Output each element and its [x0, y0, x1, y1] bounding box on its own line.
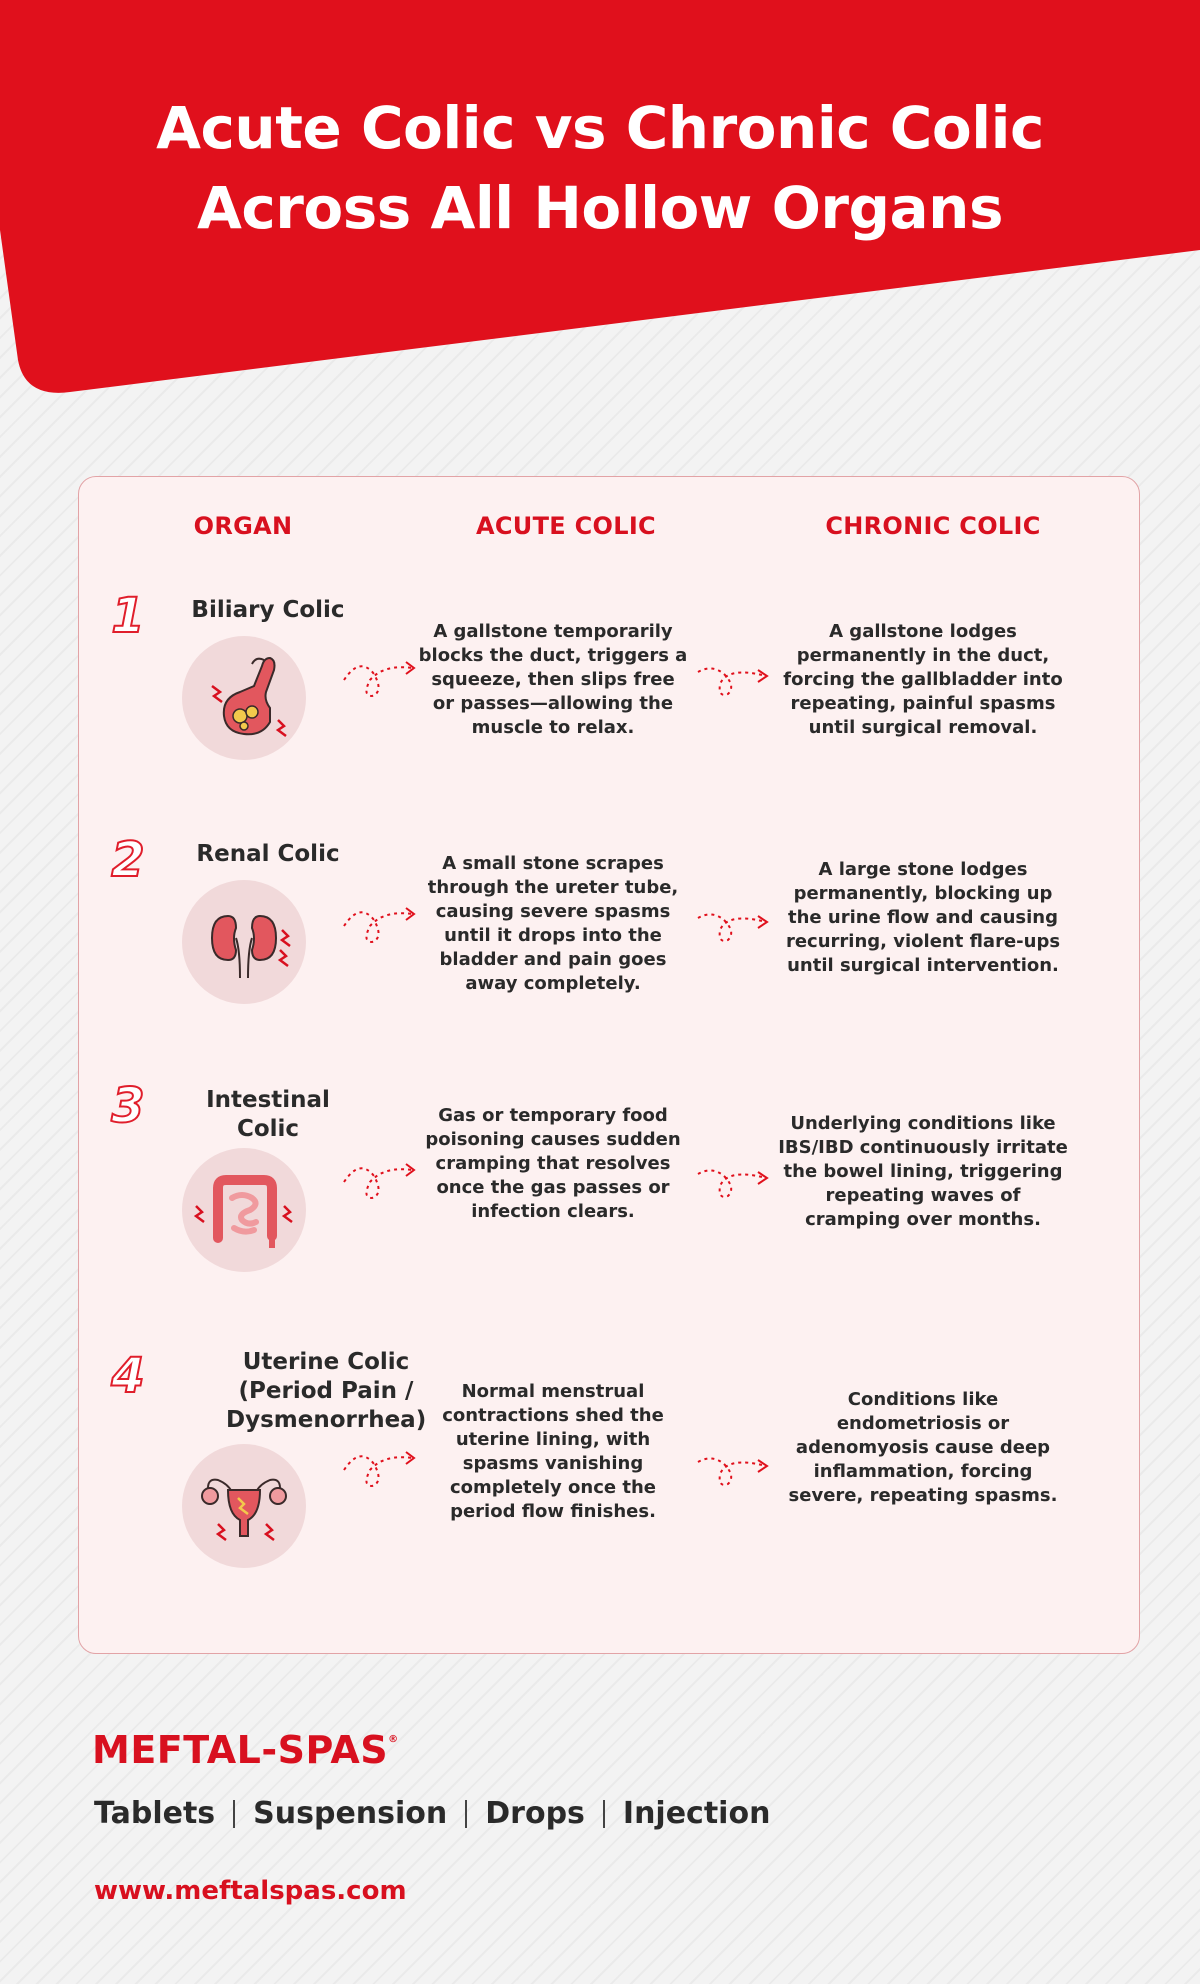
column-header-acute: ACUTE COLIC — [476, 512, 656, 540]
chronic-description: Underlying conditions like IBS/IBD continuously irritate the bowel lining, triggering repeating waves of cramping over months. — [778, 1113, 1068, 1230]
acute-description: A small stone scrapes through the ureter tube, causing severe spasms until it drops into the bladder and pain goes away completely. — [427, 853, 679, 994]
intestines-icon — [182, 1148, 306, 1272]
organ-name: Uterine Colic (Period Pain / Dysmenorrhea) — [226, 1349, 427, 1433]
row-intestinal — [78, 1074, 1140, 1284]
gallbladder-icon — [182, 636, 306, 760]
chronic-description: Conditions like endometriosis or adenomyosis cause deep inflammation, forcing severe, repeating spasms. — [788, 1389, 1058, 1506]
column-header-chronic: CHRONIC COLIC — [825, 512, 1041, 540]
brand-logo — [92, 1728, 399, 1772]
title-line-2: Across All Hollow Organs — [197, 174, 1003, 242]
organ-name: Intestinal Colic — [206, 1087, 330, 1142]
website-link[interactable]: www.meftalspas.com — [94, 1876, 407, 1906]
acute-description: A gallstone temporarily blocks the duct, triggers a squeeze, then slips free or passes—allowing the muscle to relax. — [418, 621, 688, 738]
form-drops: Drops — [485, 1796, 585, 1831]
column-header-organ: ORGAN — [193, 512, 293, 540]
divider — [465, 1800, 467, 1828]
organ-name: Biliary Colic — [191, 597, 345, 623]
arrow-to-chronic-icon — [694, 898, 774, 948]
row-number: 3 — [111, 1078, 145, 1134]
acute-description: Gas or temporary food poisoning causes sudden cramping that resolves once the gas passes or infection clears. — [425, 1105, 681, 1222]
arrow-to-chronic-icon — [694, 1154, 774, 1204]
arrow-to-chronic-icon — [694, 1442, 774, 1492]
product-forms — [94, 1796, 770, 1831]
title-line-1: Acute Colic vs Chronic Colic — [156, 94, 1044, 162]
arrow-to-acute-icon — [340, 1154, 420, 1204]
uterus-icon — [182, 1444, 306, 1568]
registered-mark: ® — [388, 1734, 399, 1745]
arrow-to-acute-icon — [340, 652, 420, 702]
divider — [233, 1800, 235, 1828]
organ-name: Renal Colic — [196, 841, 340, 867]
form-injection: Injection — [622, 1796, 771, 1831]
row-renal — [78, 828, 1140, 1008]
form-tablets: Tablets — [94, 1796, 216, 1831]
kidneys-icon — [182, 880, 306, 1004]
row-number: 2 — [111, 832, 145, 888]
arrow-to-acute-icon — [340, 1442, 420, 1492]
arrow-to-chronic-icon — [694, 652, 774, 702]
row-biliary — [78, 584, 1140, 764]
acute-description: Normal menstrual contractions shed the uterine lining, with spasms vanishing completely once the period flow finishes. — [442, 1381, 664, 1522]
row-number: 1 — [111, 588, 145, 644]
brand-name: MEFTAL-SPAS — [92, 1728, 389, 1772]
form-suspension: Suspension — [253, 1796, 448, 1831]
row-uterine — [78, 1344, 1140, 1574]
chronic-description: A gallstone lodges permanently in the duct, forcing the gallbladder into repeating, painful spasms until surgical removal. — [783, 621, 1063, 738]
page-title — [0, 88, 1200, 248]
chronic-description: A large stone lodges permanently, blocking up the urine flow and causing recurring, violent flare-ups until surgical intervention. — [785, 859, 1061, 976]
divider — [603, 1800, 605, 1828]
arrow-to-acute-icon — [340, 898, 420, 948]
row-number: 4 — [111, 1348, 145, 1404]
